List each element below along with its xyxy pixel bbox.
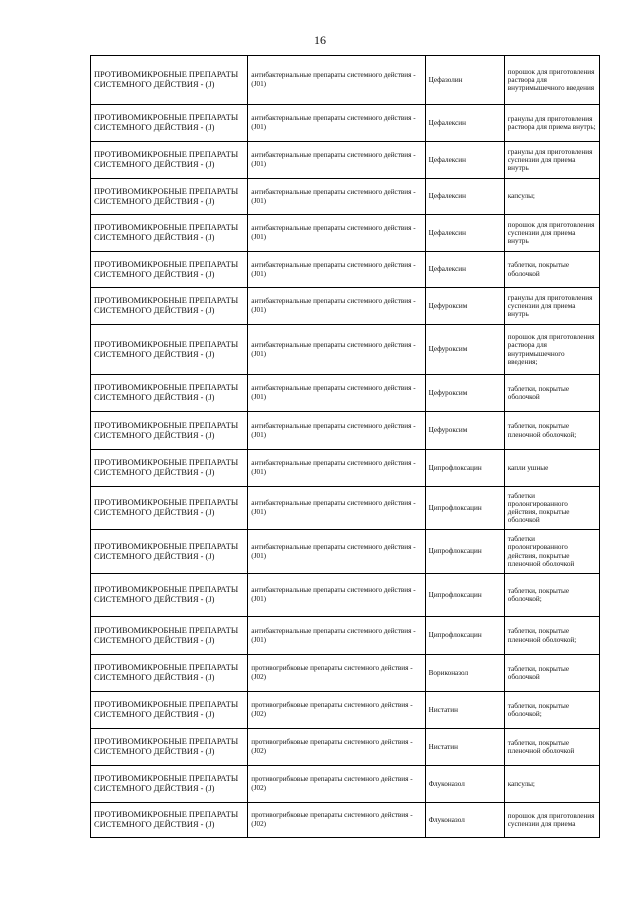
table-row xyxy=(91,105,600,142)
group-cell: ПРОТИВОМИКРОБНЫЕ ПРЕПАРАТЫ СИСТЕМНОГО ДЕЙСТВИЯ - (J) xyxy=(91,766,248,803)
table-row xyxy=(91,375,600,412)
group-cell: ПРОТИВОМИКРОБНЫЕ ПРЕПАРАТЫ СИСТЕМНОГО ДЕЙСТВИЯ - (J) xyxy=(91,252,248,288)
drug-cell: Ципрофлоксацин xyxy=(425,530,504,574)
form-cell: таблетки, покрытые оболочкой; xyxy=(504,574,599,617)
group-cell: ПРОТИВОМИКРОБНЫЕ ПРЕПАРАТЫ СИСТЕМНОГО ДЕЙСТВИЯ - (J) xyxy=(91,450,248,487)
group-cell: ПРОТИВОМИКРОБНЫЕ ПРЕПАРАТЫ СИСТЕМНОГО ДЕЙСТВИЯ - (J) xyxy=(91,288,248,325)
subgroup-cell: антибактериальные препараты системного действия - (J01) xyxy=(248,617,425,655)
subgroup-cell: антибактериальные препараты системного действия - (J01) xyxy=(248,530,425,574)
group-cell: ПРОТИВОМИКРОБНЫЕ ПРЕПАРАТЫ СИСТЕМНОГО ДЕЙСТВИЯ - (J) xyxy=(91,487,248,530)
table-row xyxy=(91,142,600,179)
subgroup-cell: антибактериальные препараты системного действия - (J01) xyxy=(248,487,425,530)
drug-cell: Флуконазол xyxy=(425,803,504,838)
drug-cell: Цефалексин xyxy=(425,142,504,179)
drug-cell: Цефалексин xyxy=(425,252,504,288)
subgroup-cell: противогрибковые препараты системного действия - (J02) xyxy=(248,803,425,838)
group-cell: ПРОТИВОМИКРОБНЫЕ ПРЕПАРАТЫ СИСТЕМНОГО ДЕЙСТВИЯ - (J) xyxy=(91,375,248,412)
group-cell: ПРОТИВОМИКРОБНЫЕ ПРЕПАРАТЫ СИСТЕМНОГО ДЕЙСТВИЯ - (J) xyxy=(91,105,248,142)
drug-cell: Цефалексин xyxy=(425,179,504,215)
group-cell: ПРОТИВОМИКРОБНЫЕ ПРЕПАРАТЫ СИСТЕМНОГО ДЕЙСТВИЯ - (J) xyxy=(91,142,248,179)
drug-cell: Цефуроксим xyxy=(425,412,504,450)
form-cell: гранулы для приготовления суспензии для приема внутрь xyxy=(504,142,599,179)
subgroup-cell: антибактериальные препараты системного действия - (J01) xyxy=(248,325,425,375)
subgroup-cell: антибактериальные препараты системного действия - (J01) xyxy=(248,215,425,252)
subgroup-cell: антибактериальные препараты системного действия - (J01) xyxy=(248,288,425,325)
form-cell: таблетки, покрытые оболочкой xyxy=(504,252,599,288)
group-cell: ПРОТИВОМИКРОБНЫЕ ПРЕПАРАТЫ СИСТЕМНОГО ДЕЙСТВИЯ - (J) xyxy=(91,412,248,450)
table-body xyxy=(91,56,600,838)
form-cell: таблетки, покрытые пленочной оболочкой xyxy=(504,729,599,766)
form-cell: таблетки, покрытые пленочной оболочкой; xyxy=(504,412,599,450)
table-row xyxy=(91,655,600,692)
table-row xyxy=(91,803,600,838)
form-cell: таблетки пролонгированного действия, покрытые оболочкой xyxy=(504,487,599,530)
subgroup-cell: антибактериальные препараты системного действия - (J01) xyxy=(248,375,425,412)
table-row xyxy=(91,288,600,325)
page-number: 16 xyxy=(314,33,326,47)
group-cell: ПРОТИВОМИКРОБНЫЕ ПРЕПАРАТЫ СИСТЕМНОГО ДЕЙСТВИЯ - (J) xyxy=(91,617,248,655)
table-row xyxy=(91,56,600,105)
group-cell: ПРОТИВОМИКРОБНЫЕ ПРЕПАРАТЫ СИСТЕМНОГО ДЕЙСТВИЯ - (J) xyxy=(91,215,248,252)
subgroup-cell: антибактериальные препараты системного действия - (J01) xyxy=(248,179,425,215)
drug-cell: Цефуроксим xyxy=(425,288,504,325)
form-cell: капсулы; xyxy=(504,766,599,803)
drug-table xyxy=(90,55,600,838)
form-cell: таблетки, покрытые оболочкой; xyxy=(504,692,599,729)
group-cell: ПРОТИВОМИКРОБНЫЕ ПРЕПАРАТЫ СИСТЕМНОГО ДЕЙСТВИЯ - (J) xyxy=(91,729,248,766)
subgroup-cell: антибактериальные препараты системного действия - (J01) xyxy=(248,142,425,179)
table-row xyxy=(91,412,600,450)
table-row xyxy=(91,692,600,729)
drug-cell: Ципрофлоксацин xyxy=(425,487,504,530)
table-row xyxy=(91,215,600,252)
form-cell: порошок для приготовления раствора для внутримышечного введения xyxy=(504,56,599,105)
table-row xyxy=(91,574,600,617)
drug-cell: Цефуроксим xyxy=(425,325,504,375)
form-cell: капли ушные xyxy=(504,450,599,487)
drug-cell: Цефазолин xyxy=(425,56,504,105)
drug-cell: Ципрофлоксацин xyxy=(425,617,504,655)
drug-cell: Нистатин xyxy=(425,729,504,766)
group-cell: ПРОТИВОМИКРОБНЫЕ ПРЕПАРАТЫ СИСТЕМНОГО ДЕЙСТВИЯ - (J) xyxy=(91,803,248,838)
form-cell: гранулы для приготовления суспензии для приема внутрь xyxy=(504,288,599,325)
subgroup-cell: антибактериальные препараты системного действия - (J01) xyxy=(248,56,425,105)
form-cell: таблетки, покрытые оболочкой xyxy=(504,375,599,412)
table-row xyxy=(91,252,600,288)
group-cell: ПРОТИВОМИКРОБНЫЕ ПРЕПАРАТЫ СИСТЕМНОГО ДЕЙСТВИЯ - (J) xyxy=(91,574,248,617)
form-cell: порошок для приготовления суспензии для приема xyxy=(504,803,599,838)
group-cell: ПРОТИВОМИКРОБНЫЕ ПРЕПАРАТЫ СИСТЕМНОГО ДЕЙСТВИЯ - (J) xyxy=(91,530,248,574)
drug-cell: Вориконазол xyxy=(425,655,504,692)
subgroup-cell: антибактериальные препараты системного действия - (J01) xyxy=(248,252,425,288)
table-row xyxy=(91,487,600,530)
subgroup-cell: противогрибковые препараты системного действия - (J02) xyxy=(248,766,425,803)
table-row xyxy=(91,530,600,574)
form-cell: таблетки, покрытые пленочной оболочкой; xyxy=(504,617,599,655)
group-cell: ПРОТИВОМИКРОБНЫЕ ПРЕПАРАТЫ СИСТЕМНОГО ДЕЙСТВИЯ - (J) xyxy=(91,692,248,729)
table-row xyxy=(91,325,600,375)
form-cell: порошок для приготовления раствора для внутримышечного введения; xyxy=(504,325,599,375)
group-cell: ПРОТИВОМИКРОБНЫЕ ПРЕПАРАТЫ СИСТЕМНОГО ДЕЙСТВИЯ - (J) xyxy=(91,655,248,692)
drug-cell: Цефалексин xyxy=(425,105,504,142)
drug-cell: Нистатин xyxy=(425,692,504,729)
table-row xyxy=(91,179,600,215)
group-cell: ПРОТИВОМИКРОБНЫЕ ПРЕПАРАТЫ СИСТЕМНОГО ДЕЙСТВИЯ - (J) xyxy=(91,56,248,105)
drug-cell: Флуконазол xyxy=(425,766,504,803)
table-row xyxy=(91,766,600,803)
subgroup-cell: противогрибковые препараты системного действия - (J02) xyxy=(248,729,425,766)
table-row xyxy=(91,617,600,655)
subgroup-cell: противогрибковые препараты системного действия - (J02) xyxy=(248,692,425,729)
group-cell: ПРОТИВОМИКРОБНЫЕ ПРЕПАРАТЫ СИСТЕМНОГО ДЕЙСТВИЯ - (J) xyxy=(91,179,248,215)
form-cell: таблетки пролонгированного действия, покрытые пленочной оболочкой xyxy=(504,530,599,574)
table-row xyxy=(91,450,600,487)
form-cell: порошок для приготовления суспензии для приема внутрь xyxy=(504,215,599,252)
group-cell: ПРОТИВОМИКРОБНЫЕ ПРЕПАРАТЫ СИСТЕМНОГО ДЕЙСТВИЯ - (J) xyxy=(91,325,248,375)
subgroup-cell: антибактериальные препараты системного действия - (J01) xyxy=(248,412,425,450)
drug-cell: Цефалексин xyxy=(425,215,504,252)
subgroup-cell: антибактериальные препараты системного действия - (J01) xyxy=(248,574,425,617)
subgroup-cell: антибактериальные препараты системного действия - (J01) xyxy=(248,105,425,142)
form-cell: капсулы; xyxy=(504,179,599,215)
form-cell: гранулы для приготовления раствора для приема внутрь; xyxy=(504,105,599,142)
subgroup-cell: противогрибковые препараты системного действия - (J02) xyxy=(248,655,425,692)
drug-cell: Ципрофлоксацин xyxy=(425,574,504,617)
table-row xyxy=(91,729,600,766)
drug-cell: Ципрофлоксацин xyxy=(425,450,504,487)
drug-cell: Цефуроксим xyxy=(425,375,504,412)
form-cell: таблетки, покрытые оболочкой xyxy=(504,655,599,692)
subgroup-cell: антибактериальные препараты системного действия - (J01) xyxy=(248,450,425,487)
